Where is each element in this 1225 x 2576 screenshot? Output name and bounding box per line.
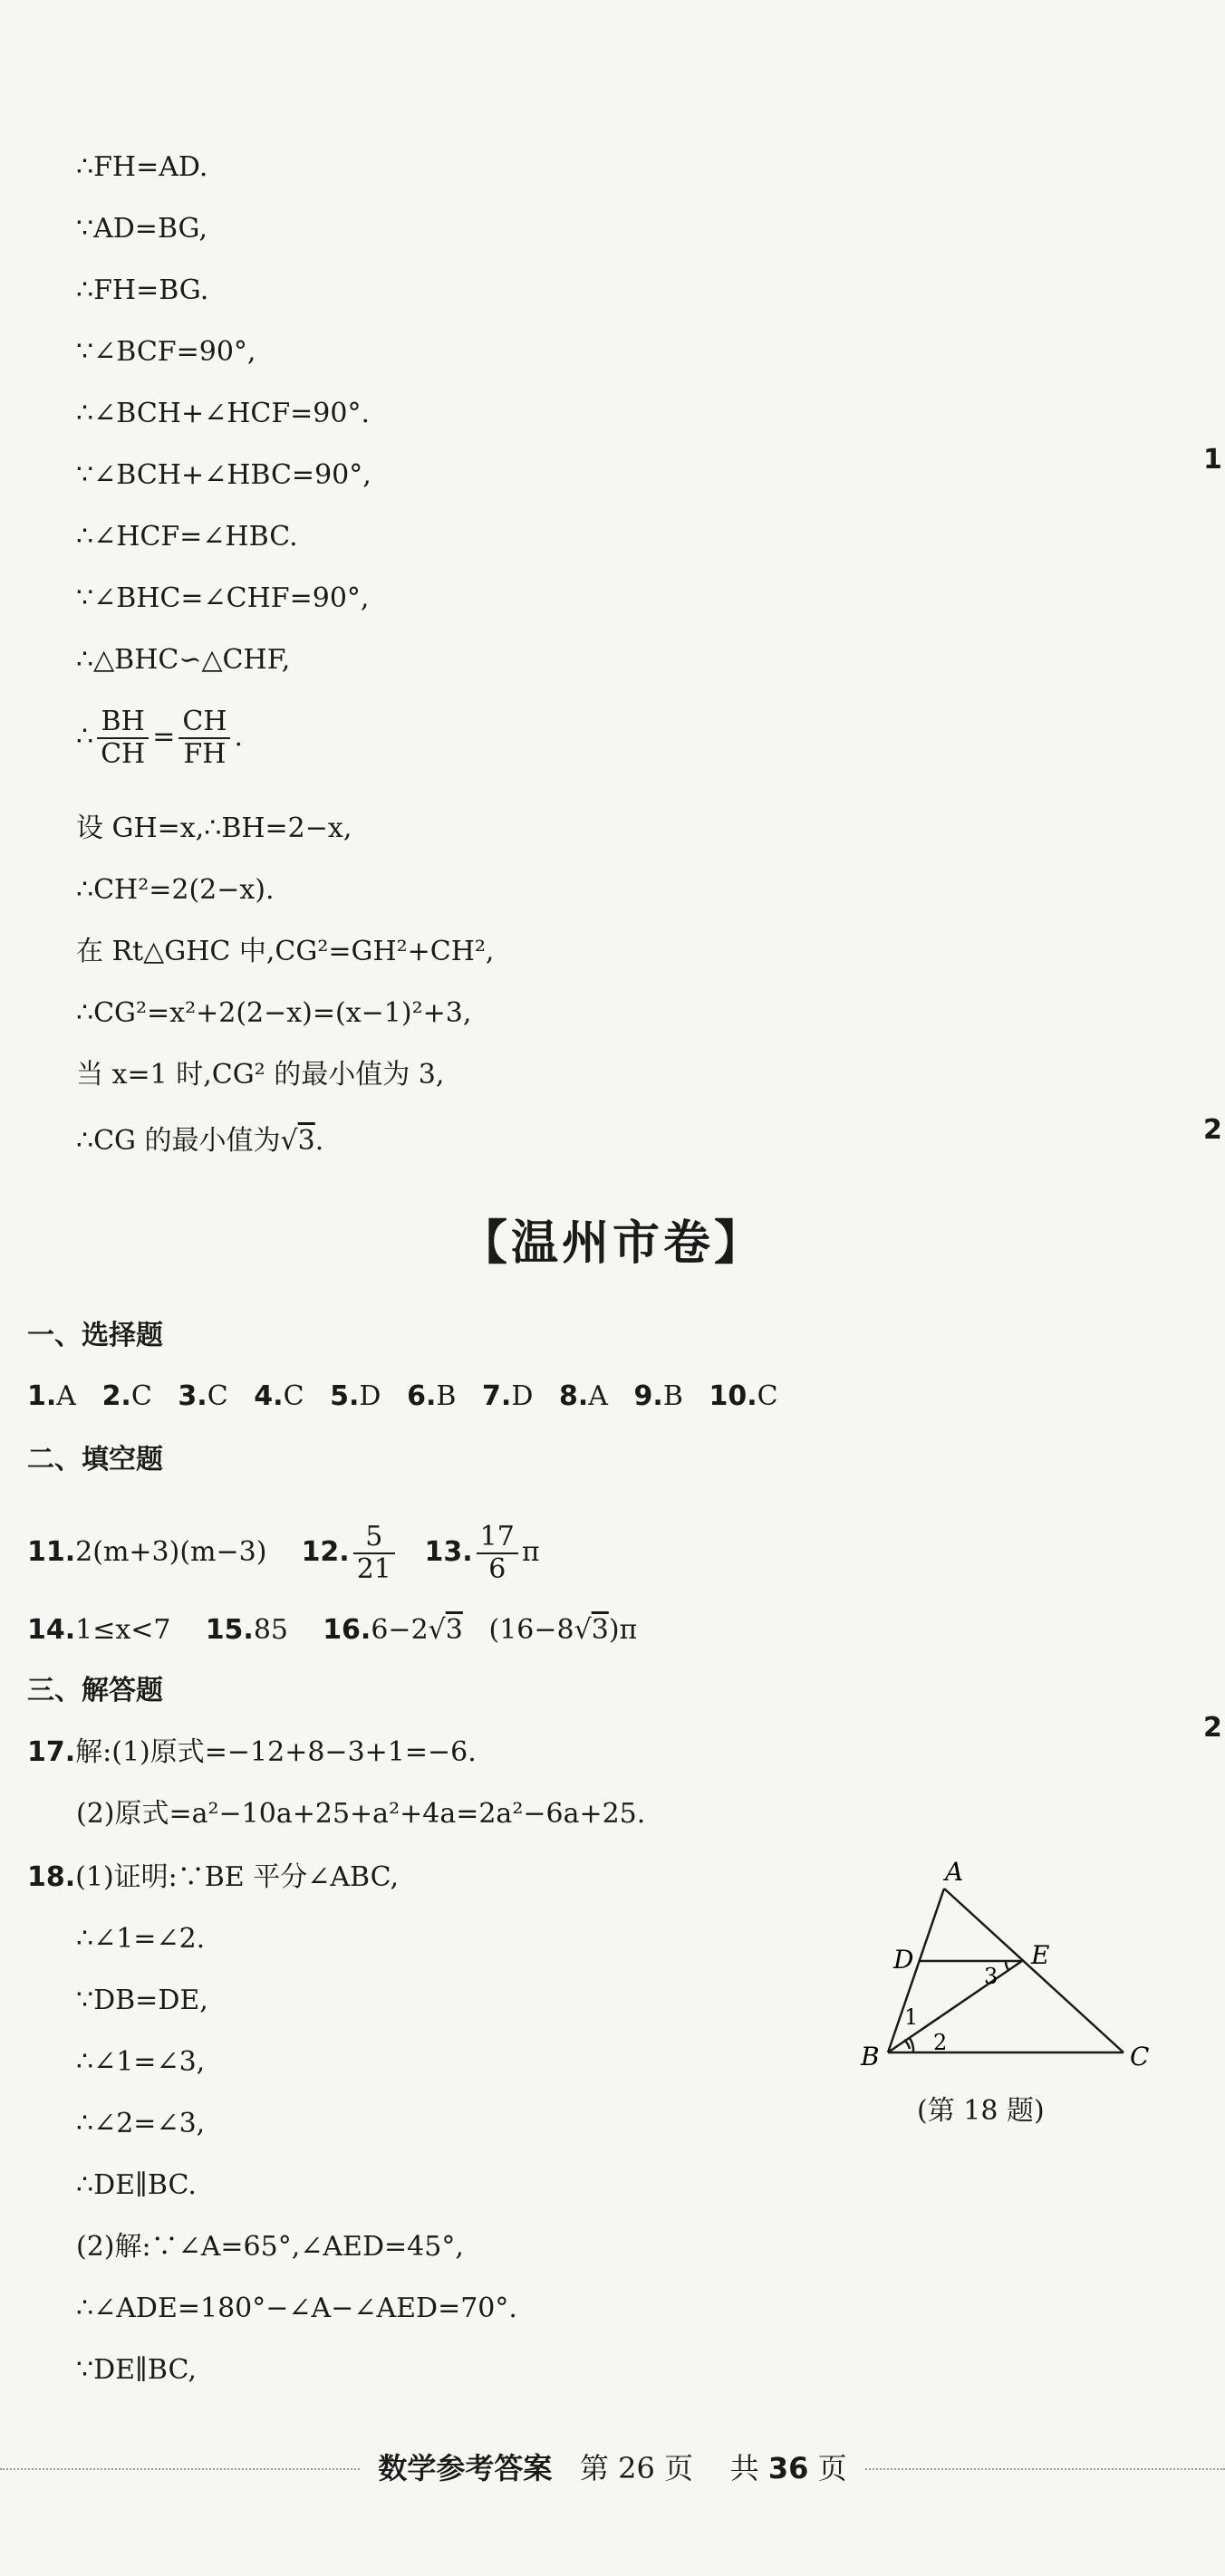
- proof-line: ∴△BHC∽△CHF,: [76, 644, 291, 676]
- fraction: $\frac{BH}{CH}$: [97, 706, 149, 770]
- proof-line: ∵∠BCH+∠HBC=90°,: [76, 459, 371, 491]
- label-angle-3: 3: [984, 1964, 998, 1989]
- label-C: C: [1130, 2042, 1150, 2071]
- fraction-equation: ∴ $\frac{BH}{CH}$ = $\frac{CH}{FH}$ .: [76, 706, 244, 770]
- proof-line: ∵∠BCF=90°,: [76, 336, 256, 368]
- label-angle-1: 1: [904, 2004, 919, 2030]
- sqrt-symbol: √: [280, 1125, 298, 1157]
- proof-line: 设 GH=x,∴BH=2−x,: [76, 812, 352, 844]
- label-D: D: [893, 1945, 914, 1975]
- fill-answers-row-1: 11.2(m+3)(m−3) 12. $\frac{5}{21}$ 13. $\frac{17}{6}$ π: [27, 1521, 540, 1585]
- proof-line: ∴FH=AD.: [76, 151, 208, 183]
- proof-line: ∴∠HCF=∠HBC.: [76, 521, 298, 553]
- footer-title: 数学参考答案: [378, 2451, 553, 2485]
- proof-line: ∴FH=BG.: [76, 274, 209, 306]
- q18-line-1: 18.(1)证明:∵BE 平分∠ABC,: [27, 1861, 400, 1893]
- fraction: $\frac{5}{21}$: [353, 1522, 395, 1585]
- proof-line: ∴∠BCH+∠HCF=90°.: [76, 398, 370, 429]
- q18-line: ∴∠2=∠3,: [76, 2108, 206, 2139]
- q18-line: ∴∠ADE=180°−∠A−∠AED=70°.: [76, 2292, 517, 2324]
- label-E: E: [1031, 1940, 1050, 1970]
- section-title: 【温州市卷】: [459, 1216, 765, 1271]
- margin-number: 2: [1203, 1114, 1222, 1146]
- label-angle-2: 2: [933, 2030, 948, 2055]
- heading-fill: 二、填空题: [27, 1444, 163, 1475]
- footer-page: 第 26 页: [579, 2451, 693, 2485]
- proof-line: ∵∠BHC=∠CHF=90°,: [76, 582, 370, 614]
- footer-total: 36: [767, 2451, 809, 2485]
- fill-answers-row-2: 14.1≤x<7 15.85 16.6−2√3 (16−8√3)π: [27, 1614, 638, 1646]
- fraction: $\frac{17}{6}$: [477, 1522, 518, 1585]
- q18-line: ∴∠1=∠2.: [76, 1923, 206, 1955]
- q17-line-2: (2)原式=a²−10a+25+a²+4a=2a²−6a+25.: [76, 1798, 646, 1830]
- heading-solution: 三、解答题: [27, 1675, 163, 1706]
- q18-line: ∵DE∥BC,: [76, 2354, 197, 2386]
- q18-line: ∴∠1=∠3,: [76, 2046, 206, 2078]
- q17-line-1: 17.解:(1)原式=−12+8−3+1=−6.: [27, 1736, 477, 1768]
- label-B: B: [861, 2042, 880, 2071]
- triangle-figure: [834, 1848, 1178, 2101]
- figure-caption: (第 18 题): [917, 2095, 1045, 2127]
- margin-number: 1: [1203, 444, 1222, 476]
- margin-number: 2: [1203, 1712, 1222, 1744]
- footer: 数学参考答案 第 26 页 共 36 页: [0, 2446, 1225, 2487]
- label-A: A: [945, 1857, 964, 1887]
- proof-line: 当 x=1 时,CG² 的最小值为 3,: [76, 1059, 445, 1091]
- q18-line: (2)解:∵∠A=65°,∠AED=45°,: [76, 2231, 464, 2263]
- proof-line: ∵AD=BG,: [76, 213, 207, 245]
- choice-answers: 1.A 2.C 3.C 4.C 5.D 6.B 7.D 8.A 9.B 10.C: [27, 1380, 778, 1412]
- q18-line: ∴DE∥BC.: [76, 2169, 197, 2201]
- fraction: $\frac{CH}{FH}$: [178, 706, 230, 770]
- min-value-line: ∴CG 的最小值为√3.: [76, 1125, 324, 1157]
- proof-line: 在 Rt△GHC 中,CG²=GH²+CH²,: [76, 936, 495, 967]
- q18-line: ∵DB=DE,: [76, 1985, 208, 2016]
- heading-choice: 一、选择题: [27, 1320, 163, 1351]
- proof-line: ∴CG²=x²+2(2−x)=(x−1)²+3,: [76, 997, 472, 1029]
- proof-line: ∴CH²=2(2−x).: [76, 874, 275, 906]
